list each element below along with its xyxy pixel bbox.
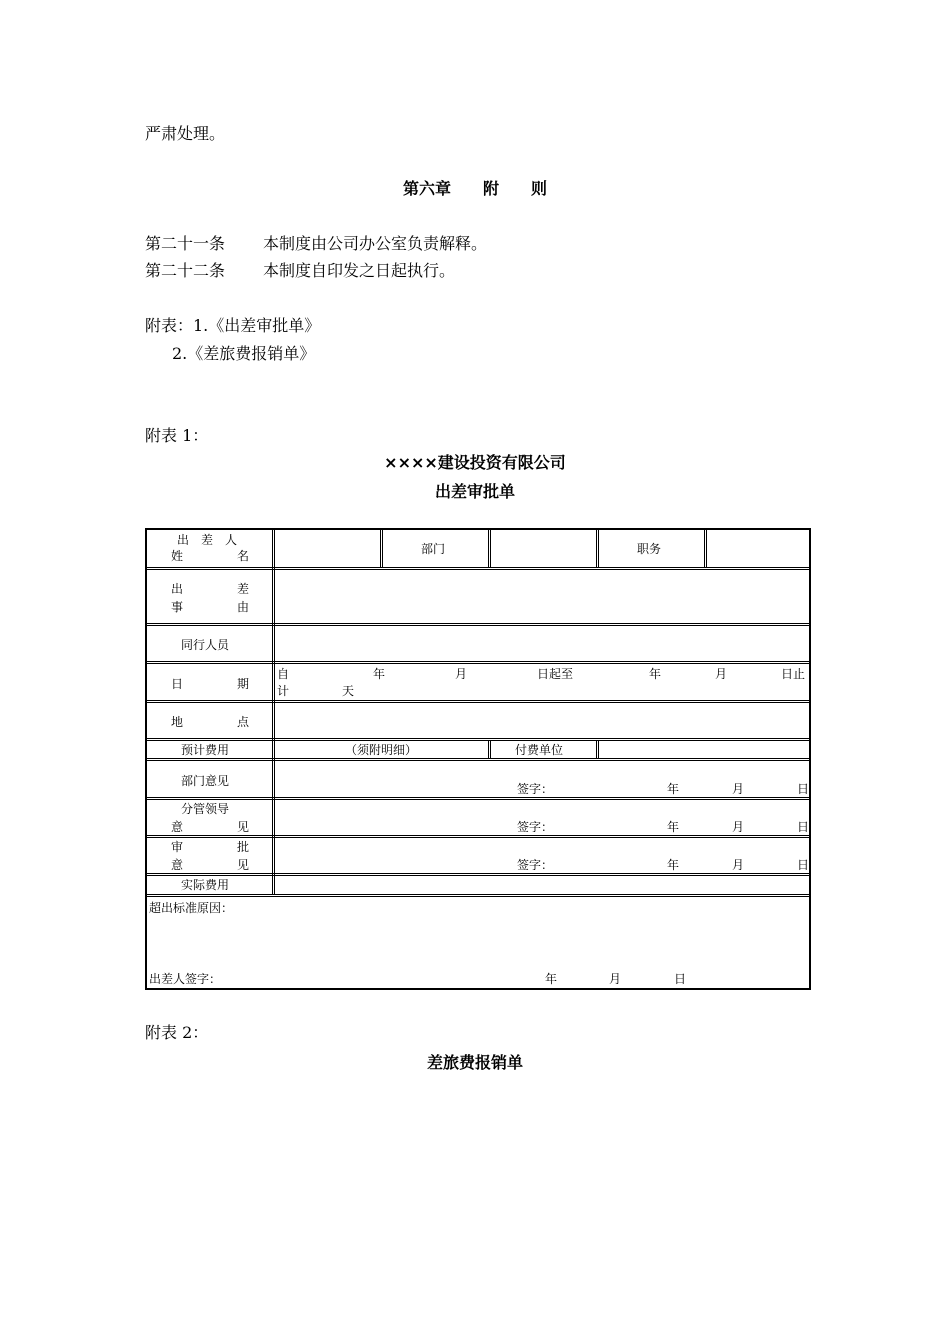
- label-position: 职务: [637, 542, 662, 556]
- attach-detail-note: （须附明细）: [345, 743, 418, 757]
- label-department: 部门: [421, 542, 446, 556]
- label-place: 地 点: [171, 715, 249, 729]
- label-companions: 同行人员: [181, 638, 230, 652]
- row-divider: [147, 873, 809, 876]
- row-divider: [147, 894, 809, 897]
- date-days-line: 计 天: [277, 684, 355, 698]
- col-divider: [272, 530, 275, 894]
- label-payer: 付费单位: [515, 743, 564, 757]
- label-date: 日 期: [171, 677, 249, 691]
- row-divider: [147, 758, 809, 761]
- label-reason-2: 事 由: [171, 600, 249, 614]
- row-divider: [147, 797, 809, 800]
- annex-list-label: 附表：1.《出差审批单》: [145, 316, 321, 335]
- traveler-name-field[interactable]: [277, 532, 377, 565]
- payer-field[interactable]: [601, 742, 805, 758]
- actual-cost-field[interactable]: [277, 877, 805, 893]
- article-text: 本制度自印发之日起执行。: [263, 261, 456, 280]
- row-divider: [147, 700, 809, 703]
- col-divider: [596, 530, 599, 567]
- row-divider: [147, 661, 809, 664]
- dept-sign-line: 签字： 年 月 日: [517, 782, 810, 796]
- article-label: 第二十二条: [145, 261, 226, 280]
- row-divider: [147, 835, 809, 838]
- row-divider: [147, 623, 809, 626]
- article-21: [145, 234, 487, 254]
- opening-line: 严肃处理。: [145, 124, 226, 143]
- label-traveler-name: 姓 名: [171, 549, 249, 563]
- col-divider: [704, 530, 707, 567]
- chapter-heading: 第六章 附 则: [402, 179, 547, 198]
- article-text: 本制度由公司办公室负责解释。: [263, 234, 488, 253]
- reason-field[interactable]: [277, 572, 805, 620]
- label-approve: 审 批: [171, 840, 249, 854]
- company-name: ××××建设投资有限公司: [384, 453, 566, 472]
- label-leader: 分管领导: [181, 802, 230, 816]
- place-field[interactable]: [277, 705, 805, 735]
- leader-sign-line: 签字： 年 月 日: [517, 820, 810, 834]
- annex2-label: 附表 2：: [145, 1023, 209, 1042]
- annex-list-item: 2.《差旅费报销单》: [172, 344, 316, 363]
- travel-approval-form: 出 差 人 姓 名 部门 职务 出 差 事 由 同行人员 日 期 自 年 月 日起至 年 月 日止 计 天 地 点 预计费用 （须附明细） 付费单位 部门意见 签字： 年 月 日 分管领导 意 见 签字： 年 月 日 审 批 意 见 签字： 年 月 日 实际费用 超出标准原因： 出差人签字： 年 月 日: [145, 528, 811, 990]
- label-traveler: 出 差 人: [177, 533, 238, 547]
- companions-field[interactable]: [277, 628, 805, 658]
- label-reason-1: 出 差: [171, 582, 249, 596]
- label-estimated-cost: 预计费用: [181, 743, 230, 757]
- col-divider: [596, 740, 599, 758]
- label-over-reason: 超出标准原因：: [149, 901, 234, 915]
- col-divider: [380, 530, 383, 567]
- article-label: 第二十一条: [145, 234, 226, 253]
- row-divider: [147, 738, 809, 741]
- label-leader-opinion: 意 见: [171, 820, 249, 834]
- form2-title: 差旅费报销单: [426, 1053, 523, 1072]
- label-actual-cost: 实际费用: [181, 878, 230, 892]
- traveler-sign-line: 出差人签字： 年 月 日: [149, 972, 687, 986]
- col-divider: [488, 530, 491, 567]
- department-field[interactable]: [493, 532, 593, 565]
- row-divider: [147, 567, 809, 570]
- approve-sign-line: 签字： 年 月 日: [517, 858, 810, 872]
- label-approve-opinion: 意 见: [171, 858, 249, 872]
- annex1-label: 附表 1：: [145, 426, 209, 445]
- form-title: 出差审批单: [434, 482, 515, 501]
- position-field[interactable]: [709, 532, 807, 565]
- article-22: [145, 261, 455, 281]
- label-dept-opinion: 部门意见: [181, 774, 230, 788]
- col-divider: [488, 740, 491, 758]
